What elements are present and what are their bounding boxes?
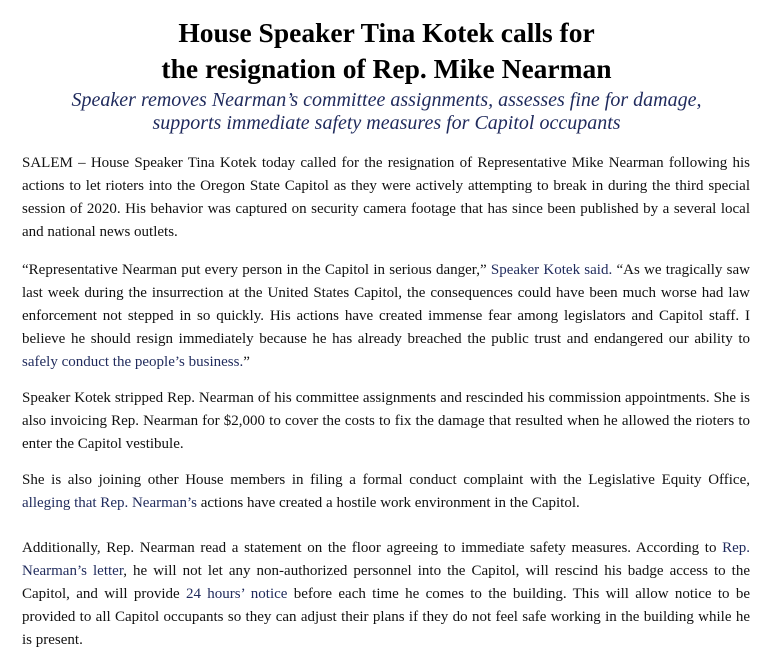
speaker-attribution: Speaker Kotek said. — [486, 262, 617, 278]
paragraph-penalties: Speaker Kotek stripped Rep. Nearman of his committee assignments and rescinded his commission appointments. She is also invoicing Rep. Nearman for $2,000 to cover the costs to fix the damage that resulted when he allowed the rioters to enter the Capitol vestibule. — [22, 390, 750, 452]
complaint-text: She is also joining other House members in filing a formal conduct complaint with the Legislative Equity Office, — [22, 472, 750, 488]
safety-text-2: , he will not let any non-authorized personnel into the Capitol, will rescind his badge access to the Capitol, and will provide — [22, 563, 750, 602]
quote-opening: “Representative Nearman put every person in the Capitol in serious danger,” — [22, 262, 487, 278]
quote-close: ” — [243, 354, 250, 370]
headline-line-1: House Speaker Tina Kotek calls for — [178, 17, 595, 48]
letter-reference: Rep. Nearman’s letter — [22, 540, 750, 579]
paragraph-safety-measures — [22, 537, 750, 652]
notice-highlight: 24 hours’ notice — [185, 586, 288, 602]
quote-highlight: safely conduct the people’s business. — [22, 354, 244, 370]
paragraph-intro: SALEM – House Speaker Tina Kotek today called for the resignation of Representative Mike Nearman following his actions to let rioters into the Oregon State Capitol as they were actively attempting to break in during the third special session of 2020. His behavior was captured on security camera footage that has since been published by a several local and national news outlets. — [22, 155, 750, 240]
quote-continued: “As we tragically saw last week during the insurrection at the United States Capitol, the consequences could have been much worse had law enforcement not stepped in so quickly. His actions have created immense fear among legislators and Capitol staff. I believe he should resign immediately because he has already breached the public trust and endangered our ability to — [22, 262, 750, 347]
complaint-highlight: alleging that Rep. Nearman’s — [22, 495, 197, 511]
safety-text: Additionally, Rep. Nearman read a statement on the floor agreeing to immediate safety measures. According to — [22, 540, 723, 556]
subheadline-line-2: supports immediate safety measures for Capitol occupants — [152, 112, 621, 134]
complaint-text-end: actions have created a hostile work environment in the Capitol. — [196, 495, 580, 511]
paragraph-complaint — [22, 469, 750, 515]
headline-line-2: the resignation of Rep. Mike Nearman — [161, 53, 612, 84]
paragraph-quote — [22, 259, 750, 374]
subheadline-line-1: Speaker removes Nearman’s committee assignments, assesses fine for damage, — [71, 89, 702, 111]
safety-text-end: before each time he comes to the building. This will allow notice to be provided to all Capitol occupants so they can adjust their plans if they do not feel safe working in the building while he is present. — [22, 586, 750, 648]
